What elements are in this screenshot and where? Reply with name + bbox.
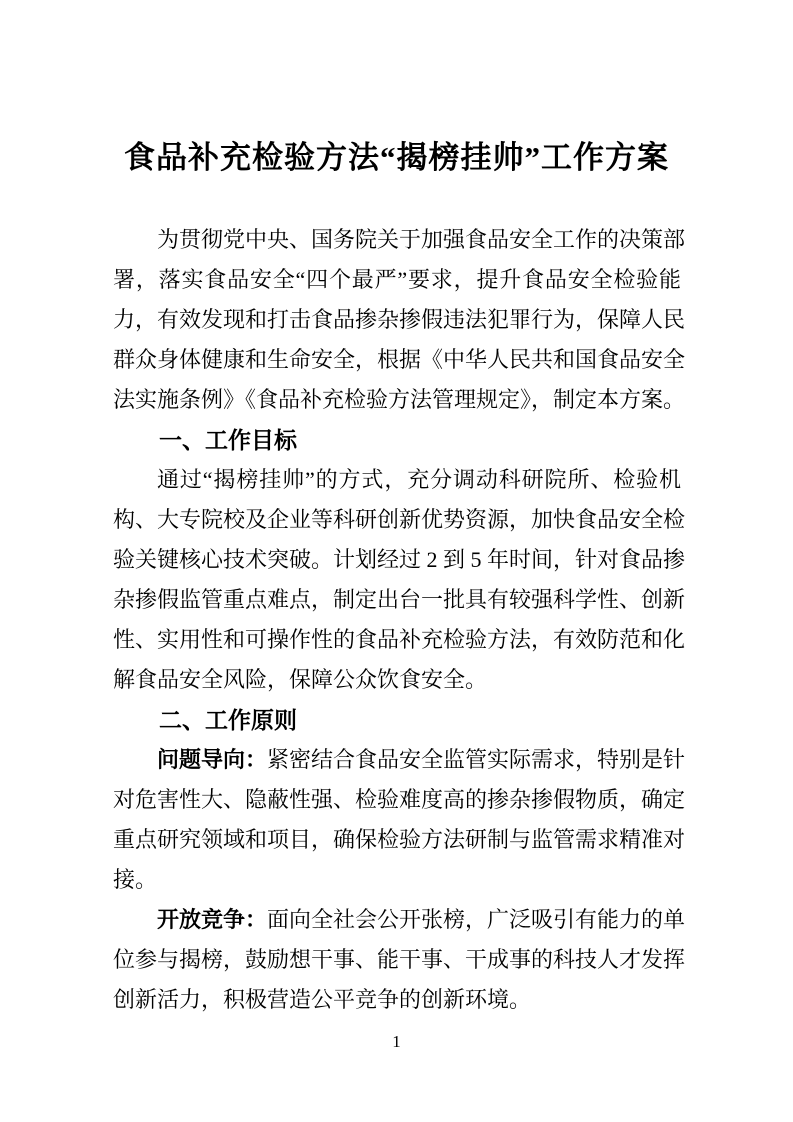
section-heading: 二、工作原则 (159, 707, 297, 733)
paragraph-line: 解食品安全风险，保障公众饮食安全。 (113, 667, 488, 692)
paragraph-line: 署，落实食品安全“四个最严”要求，提升食品安全检验能 (113, 267, 681, 292)
section-heading: 一、工作目标 (159, 427, 297, 453)
paragraph (113, 220, 686, 420)
paragraph-line: 性、实用性和可操作性的食品补充检验方法，有效防范和化 (113, 627, 686, 652)
paragraph-line: 杂掺假监管重点难点，制定出台一批具有较强科学性、创新 (113, 587, 686, 612)
paragraph-line: 为贯彻党中央、国务院关于加强食品安全工作的决策部 (157, 227, 686, 252)
page-number: 1 (392, 1032, 401, 1051)
paragraph-line: 重点研究领域和项目，确保检验方法研制与监管需求精准对 (113, 827, 686, 852)
document-body (113, 220, 686, 1020)
paragraph-line: 问题导向：紧密结合食品安全监管实际需求，特别是针 (157, 747, 686, 772)
paragraph-line: 创新活力，积极营造公平竞争的创新环境。 (113, 987, 532, 1012)
document-title: 食品补充检验方法“揭榜挂帅”工作方案 (124, 140, 669, 175)
paragraph-lead: 问题导向： (157, 747, 268, 772)
paragraph-line: 验关键核心技术突破。计划经过 2 到 5 年时间，针对食品掺 (113, 547, 686, 572)
paragraph-line: 法实施条例》《食品补充检验方法管理规定》，制定本方案。 (113, 387, 686, 412)
paragraph-line: 位参与揭榜，鼓励想干事、能干事、干成事的科技人才发挥 (113, 947, 686, 972)
paragraph-line: 群众身体健康和生命安全，根据《中华人民共和国食品安全 (113, 347, 686, 372)
paragraph-line: 接。 (113, 867, 158, 892)
paragraph-line: 力，有效发现和打击食品掺杂掺假违法犯罪行为，保障人民 (113, 307, 686, 332)
paragraph-line: 构、大专院校及企业等科研创新优势资源，加快食品安全检 (113, 507, 686, 532)
paragraph-line: 开放竞争：面向全社会公开张榜，广泛吸引有能力的单 (157, 907, 686, 932)
paragraph-lead: 开放竞争： (157, 907, 268, 932)
paragraph-line: 对危害性大、隐蔽性强、检验难度高的掺杂掺假物质，确定 (113, 787, 686, 812)
paragraph (113, 460, 686, 700)
paragraph (113, 740, 686, 900)
paragraph (113, 900, 686, 1020)
paragraph-line: 通过“揭榜挂帅”的方式，充分调动科研院所、检验机 (157, 467, 681, 492)
